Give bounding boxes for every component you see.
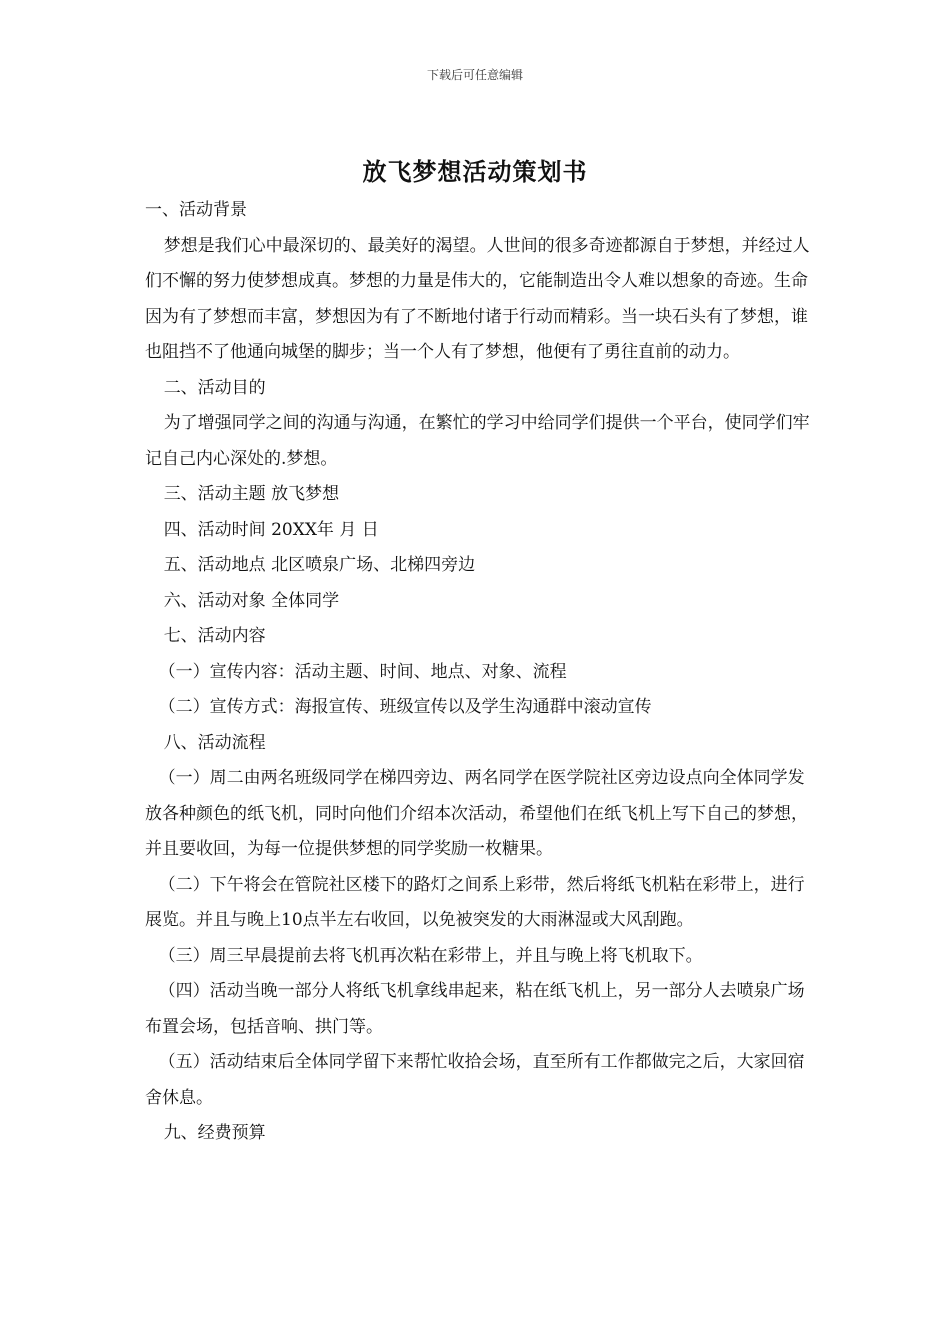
process-item-4: （四）活动当晚一部分人将纸飞机拿线串起来，粘在纸飞机上，另一部分人去喷泉广场布置会场，包括音响、拱门等。 (145, 981, 805, 1037)
section-heading-background: 一、活动背景 (145, 200, 247, 220)
paragraph-background: 梦想是我们心中最深切的、最美好的渴望。人世间的很多奇迹都源自于梦想，并经过人们不懈的努力使梦想成真。梦想的力量是伟大的，它能制造出令人难以想象的奇迹。生命因为有了梦想而丰富，梦想因为有了不断地付诸于行动而精彩。当一块石头有了梦想，谁也阻挡不了他通向城堡的脚步；当一个人有了梦想，他便有了勇往直前的动力。 (145, 235, 810, 362)
section-heading-content: 七、活动内容 (163, 626, 266, 646)
section-audience: 六、活动对象 全体同学 (163, 590, 340, 611)
process-item-3: （三）周三早晨提前去将飞机再次粘在彩带上，并且与晚上将飞机取下。 (158, 945, 703, 966)
document-title: 放飞梦想活动策划书 (362, 157, 588, 186)
section-heading-purpose: 二、活动目的 (163, 377, 266, 398)
document-body (145, 193, 810, 1152)
section-heading-budget: 九、经费预算 (163, 1123, 266, 1143)
header-note: 下载后可任意编辑 (426, 68, 523, 82)
process-item-1: （一）周二由两名班级同学在梯四旁边、两名同学在医学院社区旁边设点向全体同学发放各种颜色的纸飞机，同时向他们介绍本次活动，希望他们在纸飞机上写下自己的梦想，并且要收回，为每一位提供梦想的同学奖励一枚糖果。 (145, 768, 808, 859)
content-item-2: （二）宣传方式：海报宣传、班级宣传以及学生沟通群中滚动宣传 (158, 697, 652, 717)
process-item-2: （二）下午将会在管院社区楼下的路灯之间系上彩带，然后将纸飞机粘在彩带上，进行展览。并且与晚上10点半左右收回，以免被突发的大雨淋湿或大风刮跑。 (145, 874, 805, 930)
section-time: 四、活动时间 20XX年 月 日 (163, 519, 379, 540)
section-location: 五、活动地点 北区喷泉广场、北梯四旁边 (163, 555, 476, 575)
process-item-5: （五）活动结束后全体同学留下来帮忙收拾会场，直至所有工作都做完之后，大家回宿舍休息。 (145, 1052, 805, 1108)
section-theme: 三、活动主题 放飞梦想 (163, 484, 340, 504)
content-item-1: （一）宣传内容：活动主题、时间、地点、对象、流程 (158, 661, 567, 682)
paragraph-purpose: 为了增强同学之间的沟通与沟通，在繁忙的学习中给同学们提供一个平台，使同学们牢记自己内心深处的.梦想。 (145, 413, 810, 469)
section-heading-process: 八、活动流程 (163, 732, 266, 753)
